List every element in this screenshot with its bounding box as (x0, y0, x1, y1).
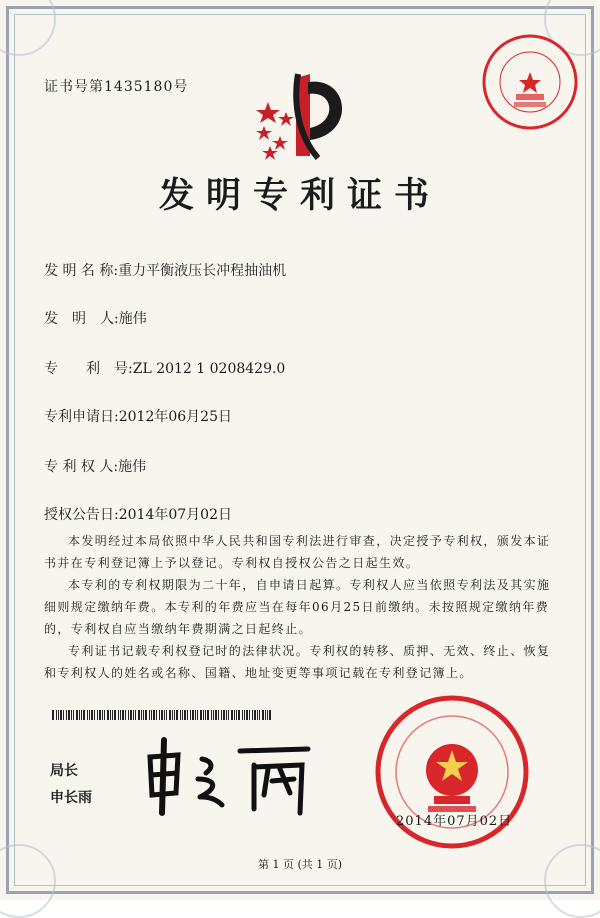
field-value: 重力平衡液压长冲程抽油机 (118, 263, 287, 279)
body-paragraph: 本发明经过本局依照中华人民共和国专利法进行审查，决定授予专利权，颁发本证书并在专利登记簿上予以登记。专利权自授权公告之日起生效。 (44, 534, 551, 570)
field-label: 专 利 权 人: (44, 459, 119, 475)
field-patent-number (44, 360, 285, 378)
patent-office-logo (252, 70, 362, 162)
field-label: 发 明 人: (44, 311, 119, 327)
field-label: 专利申请日: (44, 409, 119, 425)
seal-date: 2014年07月02日 (396, 814, 513, 829)
body-paragraph: 本专利的专利权期限为二十年，自申请日起算。专利权人应当依照专利法及其实施细则规定缴纳年费。本专利的年费应当在每年06月25日前缴纳。未按照规定缴纳年费的，专利权自应当缴纳年费期满之日起终止。 (44, 578, 551, 636)
barcode (52, 710, 272, 720)
field-value: ZL 2012 1 0208429.0 (132, 361, 286, 377)
certificate-title: 发明专利证书 (158, 175, 441, 216)
certificate-body-text (44, 530, 554, 684)
field-grant-date (44, 506, 232, 524)
agency-seal (480, 32, 580, 132)
field-invention-name (44, 262, 286, 280)
field-label: 授权公告日: (44, 507, 119, 523)
body-paragraph: 专利证书记载专利权登记时的法律状况。专利权的转移、质押、无效、终止、恢复和专利权人的姓名或名称、国籍、地址变更等事项记载在专利登记簿上。 (44, 644, 551, 680)
field-label: 专 利 号: (44, 361, 133, 377)
page-footer: 第 1 页 (共 1 页) (257, 858, 343, 871)
certificate-number: 证书号第1435180号 (44, 79, 189, 95)
field-patentee (44, 458, 146, 476)
handwritten-signature (140, 735, 315, 817)
field-application-date (44, 408, 232, 426)
field-value: 2014年07月02日 (118, 507, 232, 523)
field-value: 2012年06月25日 (118, 409, 232, 425)
field-label: 发 明 名 称: (44, 263, 119, 279)
field-value: 施伟 (118, 459, 147, 475)
official-block (50, 758, 92, 812)
field-inventor (44, 310, 147, 328)
official-name: 申长雨 (50, 790, 92, 806)
field-value: 施伟 (118, 311, 147, 327)
official-title: 局长 (50, 763, 78, 779)
